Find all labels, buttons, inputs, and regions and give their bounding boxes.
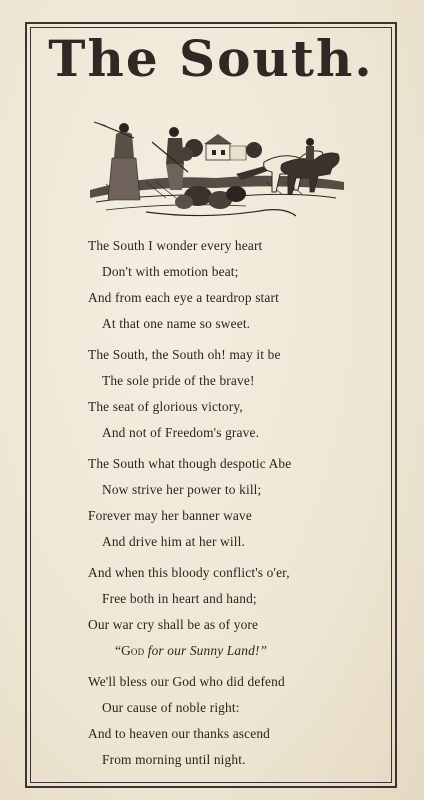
stanza-3-line-4: And drive him at her will. <box>102 534 245 549</box>
stanza-5-line-3: And to heaven our thanks ascend <box>88 726 271 741</box>
stanza-5-line-4: From morning until night. <box>102 752 246 767</box>
stanza-4-line-3: Our war cry shall be as of yore <box>88 617 259 632</box>
stanza-2-line-2: The sole pride of the brave! <box>102 373 255 388</box>
stanza-3-line-3: Forever may her banner wave <box>88 508 252 523</box>
stanza-5-line-2: Our cause of noble right: <box>102 700 240 715</box>
quote-god: God <box>121 643 145 658</box>
stanza-1-line-2: Don't with emotion beat; <box>102 264 239 279</box>
stanza-2-line-3: The seat of glorious victory, <box>88 399 243 414</box>
farm-scene-illustration <box>86 112 348 230</box>
stanza-4-line-4 <box>115 643 267 659</box>
quote-open: “ <box>115 643 122 658</box>
stanza-2-line-4: And not of Freedom's grave. <box>102 425 260 440</box>
stanza-3-line-2: Now strive her power to kill; <box>102 482 262 497</box>
quote-rest: for our Sunny Land!” <box>144 643 268 658</box>
stanza-2-line-1: The South, the South oh! may it be <box>88 347 281 362</box>
stanza-4-line-2: Free both in heart and hand; <box>102 591 257 606</box>
stanza-4-line-1: And when this bloody conflict's o'er, <box>88 565 290 580</box>
stanza-1-line-1: The South I wonder every heart <box>88 238 263 253</box>
stanza-1-line-4: At that one name so sweet. <box>102 316 251 331</box>
stanza-5-line-1: We'll bless our God who did defend <box>88 674 285 689</box>
stanza-3-line-1: The South what though despotic Abe <box>88 456 292 471</box>
stanza-1-line-3: And from each eye a teardrop start <box>88 290 279 305</box>
poem-title: The South. <box>48 29 374 88</box>
